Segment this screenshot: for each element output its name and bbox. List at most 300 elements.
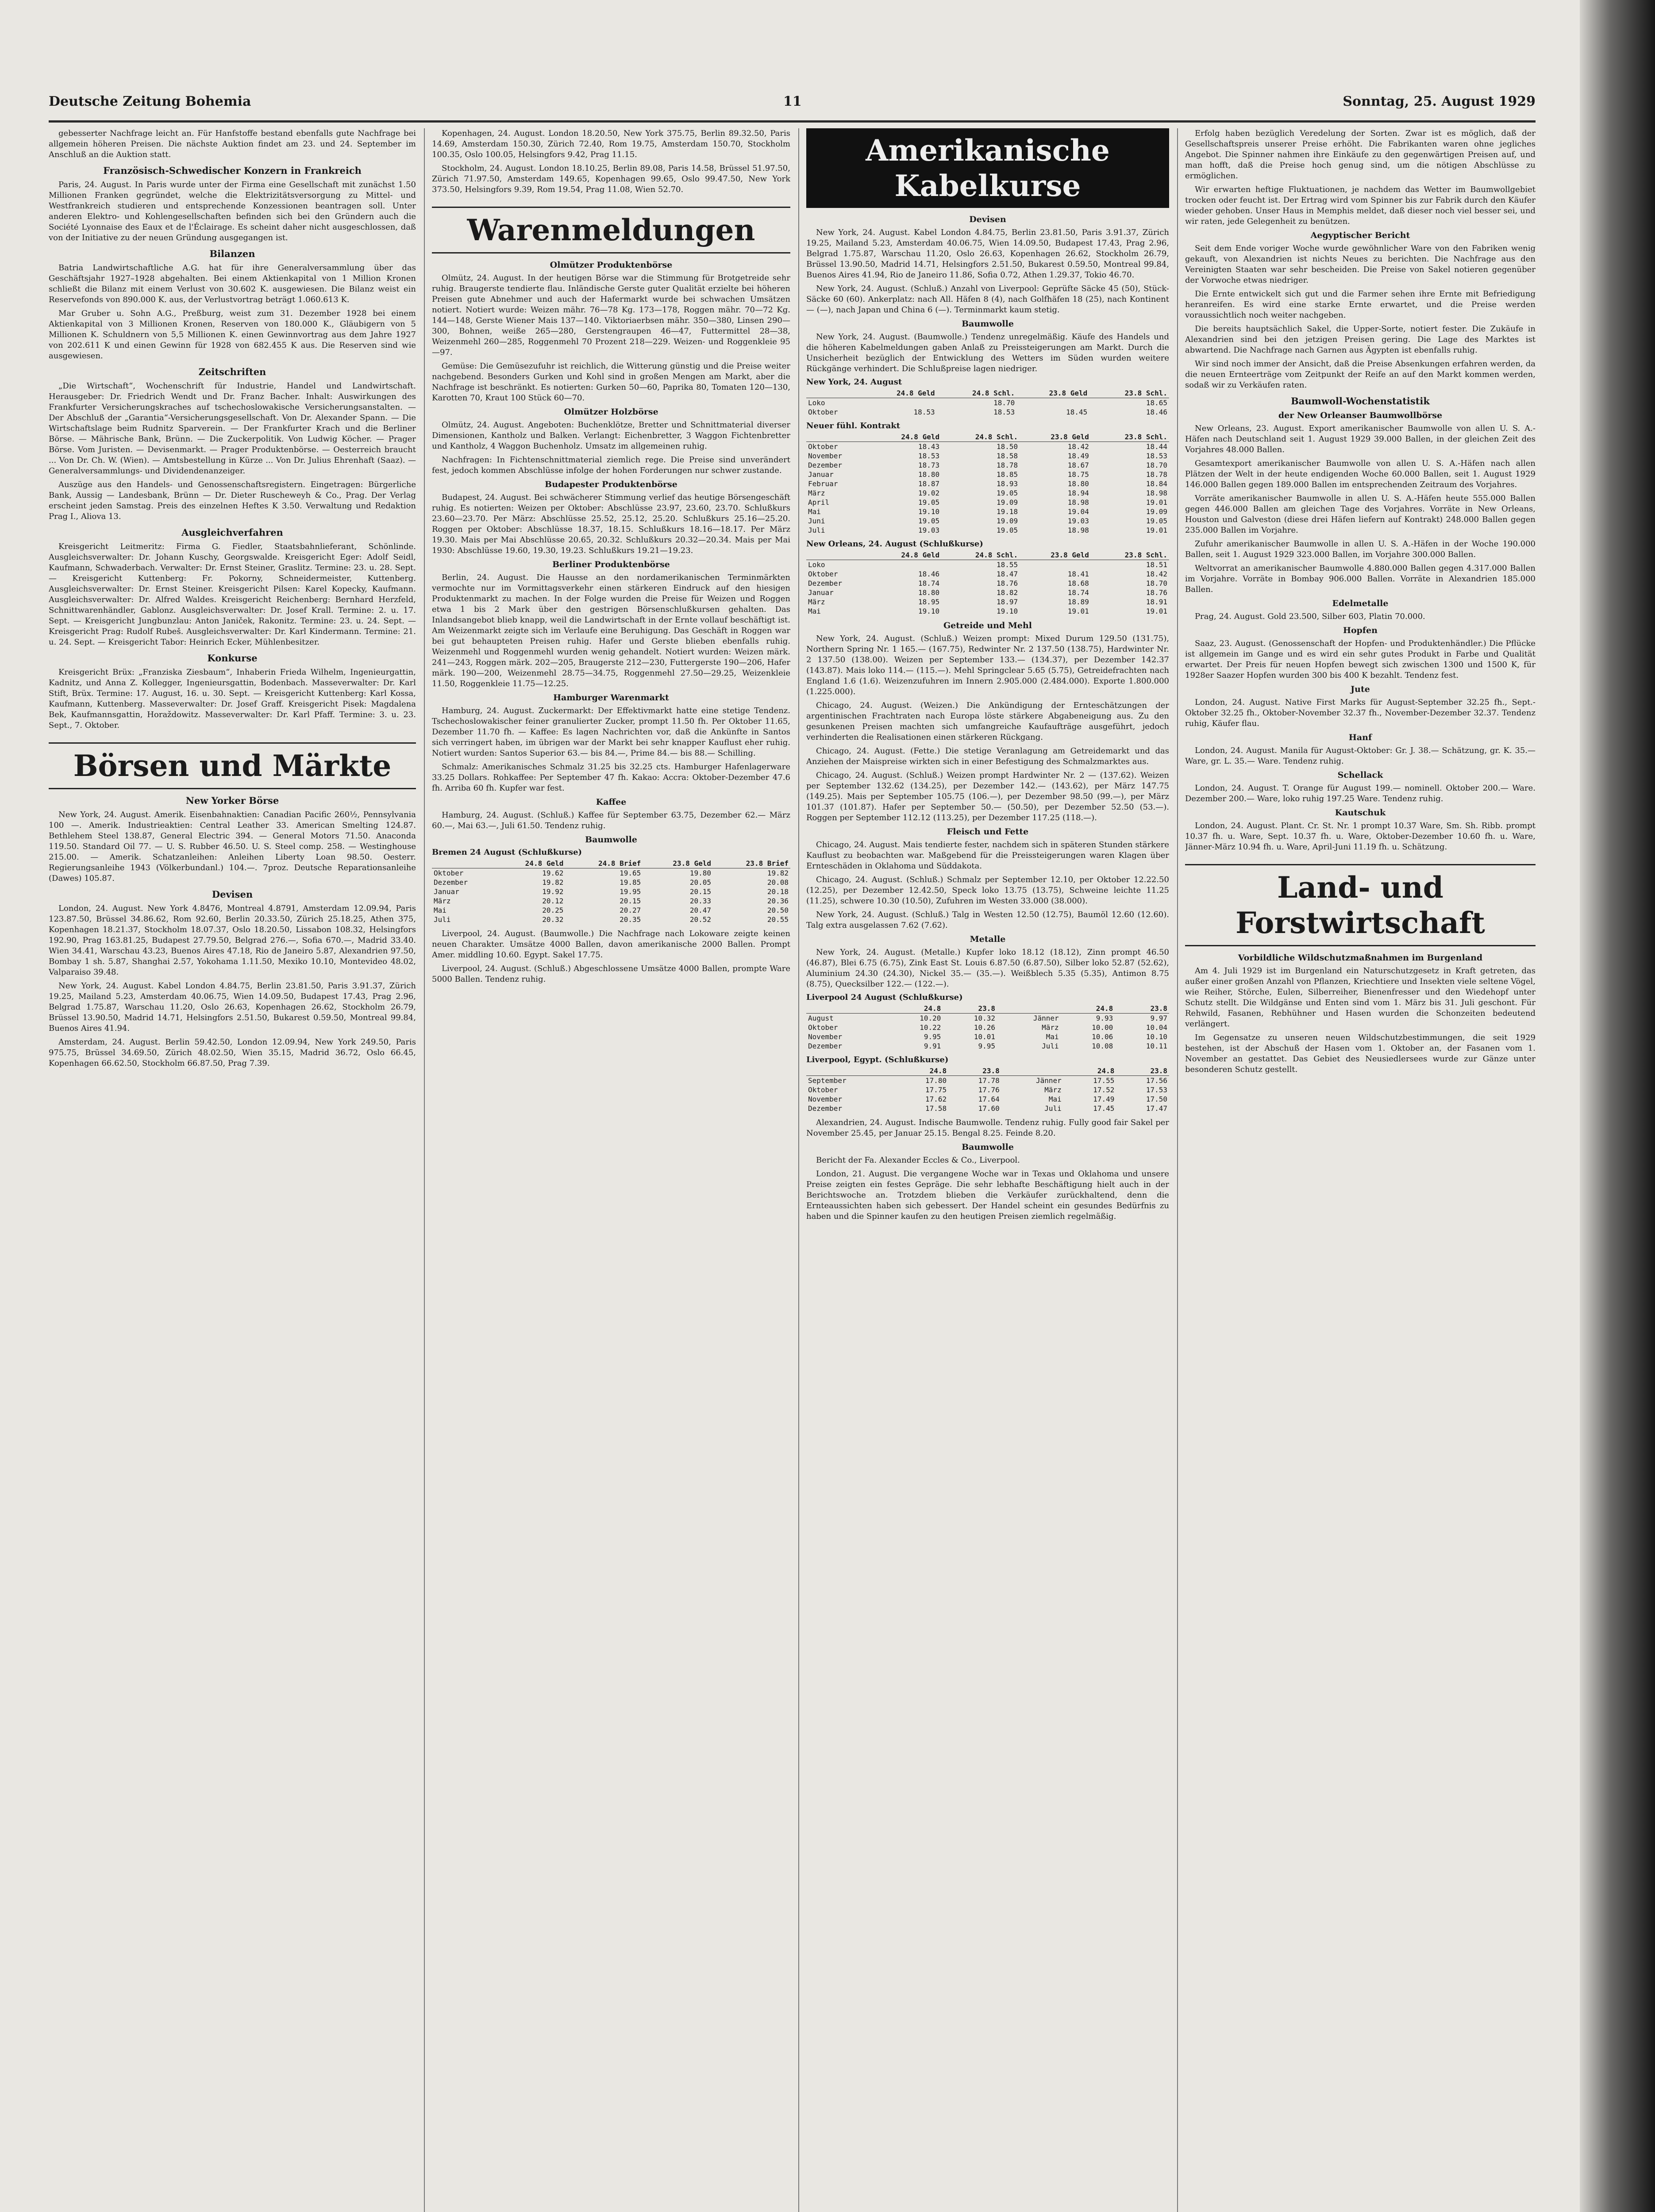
table-cell: 18.80 xyxy=(918,588,940,597)
table-cell: 19.95 xyxy=(620,887,641,896)
table-cell: 17.80 xyxy=(925,1076,947,1085)
table-caption: New York, 24. August xyxy=(806,377,902,387)
section-heading: Ausgleichverfahren xyxy=(181,527,283,538)
section-heading: Vorbildliche Wildschutzmaßnahmen im Burgenland xyxy=(1238,953,1483,963)
table-cell: 18.80 xyxy=(1067,480,1089,488)
table-cell: 18.78 xyxy=(997,461,1018,469)
table-cell: 20.35 xyxy=(620,915,641,924)
table-cell: 18.47 xyxy=(997,570,1018,578)
section-heading: Budapester Produktenbörse xyxy=(545,480,677,489)
table-header-cell: 24.8 Brief xyxy=(565,859,643,868)
article-paragraph: Nachfragen: In Fichtenschnittmaterial ziemlich rege. Die Preise sind unverändert fest, jedoch kommen Abschlüsse infolge der hohen Forderungen nur schwer zustande. xyxy=(432,455,790,475)
table-row xyxy=(806,597,1169,607)
article-paragraph: Mar Gruber u. Sohn A.G., Preßburg, weist zum 31. Dezember 1928 bei einem Aktienkapital von 3 Millionen Kronen, Reserven von 180.000 K., Gläubigern von 5 Millionen K. Schuldnern von 5,5 Millionen K. einen Gewinnvortrag aus dem Jahre 1927 von 202.611 K und einen Gewinn für 1928 von 682.455 K aus. Die Reserven sind wie ausgewiesen. xyxy=(49,309,416,361)
table-cell: 18.53 xyxy=(993,408,1015,416)
table-cell: 18.84 xyxy=(1146,480,1167,488)
section-heading: Hamburger Warenmarkt xyxy=(553,693,669,703)
table-cell: 19.01 xyxy=(1146,498,1167,507)
table-row xyxy=(806,507,1169,516)
article-paragraph: London, 24. August. Manila für August-Oktober: Gr. J. 38.— Schätzung, gr. K. 35.— Ware, gr. L. 35.— Ware. Tendenz ruhig. xyxy=(1185,746,1536,766)
column-divider xyxy=(798,128,799,2212)
article-paragraph: Liverpool, 24. August. (Schluß.) Abgeschlossene Umsätze 4000 Ballen, prompte Ware 5000 Ballen. Tendenz ruhig. xyxy=(432,964,790,984)
article-paragraph: Seit dem Ende voriger Woche wurde gewöhnlicher Ware von den Fabriken wenig gekauft, von Alexandrien ist nichts Neues zu berichten. Die Nachfrage aus den Vereinigten Staaten war sehr bescheiden. Die Preise von Sakel notieren gegenüber der Vorwoche etwas niedriger. xyxy=(1185,244,1536,285)
header-rule xyxy=(49,120,1536,123)
table-cell: 18.70 xyxy=(1146,579,1167,588)
table-cell: Oktober xyxy=(808,1086,838,1094)
section-heading: Fleisch und Fette xyxy=(947,827,1029,837)
table-cell: 19.05 xyxy=(997,526,1018,534)
article-paragraph: New York, 24. August. (Metalle.) Kupfer loko 18.12 (18.12), Zinn prompt 46.50 (46.87), Blei 6.75 (6.75), Zink East St. Louis 6.87.50 (6.87.50), Silber loko 52.87 (52.62), Aluminium 24.30 (24.30), Nickel 35.— (35.—). Weißblech 5.35 (5.35), Antimon 8.75 (8.75), Quecksilber 122.— (122.—). xyxy=(806,948,1169,989)
table-header-cell: 24.8 xyxy=(889,1004,943,1014)
section-heading: Edelmetalle xyxy=(1332,599,1389,608)
page-number: 11 xyxy=(783,94,802,109)
table-cell: 10.01 xyxy=(974,1033,995,1041)
table-cell: 17.76 xyxy=(978,1086,1000,1094)
article-paragraph: Paris, 24. August. In Paris wurde unter der Firma eine Gesellschaft mit zunächst 1.50 Millionen Franken gegründet, welche die Elektrizitätsversorgung zu Mittel- und Westfrankreich studieren und entsprechende Konzessionen beantragen soll. Unter anderen Elektro- und Kohlengesellschaften befinden sich bei den Gründern auch die Société Lyonnaise des Eaux et de l'Éclairage. Es scheint daher nicht ausgeschlossen, daß von der Initiative zu der neuen Gründung ausgegangen ist. xyxy=(49,180,416,242)
section-heading: Berliner Produktenbörse xyxy=(552,560,670,569)
section-heading: Aegyptischer Bericht xyxy=(1310,230,1410,240)
kabelkurse-heading: Amerikanische Kabelkurse xyxy=(806,128,1169,208)
table-cell: 10.08 xyxy=(1092,1042,1113,1050)
table-cell: 17.55 xyxy=(1093,1076,1115,1085)
table-cell: Oktober xyxy=(808,408,838,416)
table-cell: 17.56 xyxy=(1146,1076,1167,1085)
table-cell: 18.55 xyxy=(997,561,1018,569)
table-cell: 19.09 xyxy=(997,498,1018,507)
table-cell: 17.52 xyxy=(1093,1086,1115,1094)
table-row xyxy=(806,498,1169,507)
table-header-row xyxy=(806,1004,1169,1014)
table-cell: Januar xyxy=(808,588,834,597)
table-row xyxy=(806,1014,1169,1023)
article-paragraph: Schmalz: Amerikanisches Schmalz 31.25 bis 32.25 cts. Hamburger Hafenlagerware 33.25 Dollars. Rohkaffee: Per September 47 fh. Kakao: Accra: Oktober-Dezember 47.6 fh. Arriba 60 fh. Kupfer war fest. xyxy=(432,762,790,793)
table-cell: 17.64 xyxy=(978,1095,1000,1103)
article-paragraph: Stockholm, 24. August. London 18.10.25, Berlin 89.08, Paris 14.58, Brüssel 51.97.50, Zürich 71.97.50, Amsterdam 149.65, Kopenhagen 99.65, Oslo 99.47.50, New York 373.50, Helsingfors 9.39, Rom 19.54, Prag 11.08, Wien 52.70. xyxy=(432,164,790,194)
table-cell: 20.15 xyxy=(689,887,712,896)
table-cell: 18.73 xyxy=(918,461,940,469)
article-paragraph: gebesserter Nachfrage leicht an. Für Hanfstoffe bestand ebenfalls gute Nachfrage bei allgemein höheren Preisen. Die nächste Auktion findet am 23. und 24. September im Anschluß an die Auktion statt. xyxy=(49,129,416,159)
table-cell: März xyxy=(808,598,825,606)
table-cell: 18.74 xyxy=(1067,588,1089,597)
table-cell: 17.78 xyxy=(978,1076,1000,1085)
table-cell: 20.08 xyxy=(767,878,789,887)
table-cell: 19.92 xyxy=(542,887,564,896)
table-cell: 18.65 xyxy=(1146,399,1167,407)
table-cell xyxy=(864,398,937,408)
table-cell: 19.09 xyxy=(997,517,1018,525)
article-paragraph: London, 21. August. Die vergangene Woche war in Texas und Oklahoma und unsere Preise zeigten ein festes Gepräge. Die sehr lebhafte Beschäftigung hielt auch in der Berichtswoche an. Trotzdem blieben die Verkäufer zurückhaltend, denn die Ernteaussichten haben sich gebessert. Der Handel scheint ein gesundes Bedürfnis zu haben und die Spinner kaufen zu den heutigen Preisen ziemlich regelmäßig. xyxy=(806,1169,1169,1221)
table-header-cell: 24.8 Geld xyxy=(864,388,937,398)
table-cell: 10.11 xyxy=(1146,1042,1167,1050)
table-header-row xyxy=(806,1066,1169,1076)
table-row xyxy=(806,1032,1169,1041)
table-cell: 18.50 xyxy=(997,442,1018,451)
table-cell: 20.12 xyxy=(542,897,564,905)
table-header-cell: 24.8 Schl. xyxy=(941,550,1020,560)
table-cell: 19.05 xyxy=(918,517,940,525)
table-cell: 18.70 xyxy=(993,399,1015,407)
table-header-cell: 23.8 xyxy=(1115,1004,1169,1014)
table-cell: September xyxy=(808,1076,847,1085)
article-paragraph: Weltvorrat an amerikanischer Baumwolle 4.880.000 Ballen gegen 4.317.000 Ballen im Vorjahre. Vorräte in Bombay 906.000 Ballen. Vorräte in Alexandrien 185.000 Ballen. xyxy=(1185,564,1536,594)
table-cell: 17.45 xyxy=(1093,1104,1115,1113)
table-header-cell: 24.8 Schl. xyxy=(941,432,1020,442)
section-heading: Hopfen xyxy=(1343,626,1378,635)
table-header-cell xyxy=(806,1004,889,1014)
table-cell: 9.91 xyxy=(924,1042,941,1050)
table-header-cell xyxy=(806,1066,896,1076)
table-cell: 18.97 xyxy=(997,598,1018,606)
table-cell: 19.03 xyxy=(918,526,940,534)
table-row xyxy=(806,560,1169,570)
table-cell: 20.32 xyxy=(542,915,564,924)
table-cell: 19.04 xyxy=(1067,507,1089,516)
section-heading: Französisch-Schwedischer Konzern in Frankreich xyxy=(103,165,362,176)
article-paragraph: Liverpool, 24. August. (Baumwolle.) Die Nachfrage nach Lokoware zeigte keinen neuen Charakter. Umsätze 4000 Ballen, davon amerikanische 2000 Ballen. Prompt Amer. middling 10.60. Egypt. Sakel 17.75. xyxy=(432,929,790,960)
article-paragraph: Wir sind noch immer der Ansicht, daß die Preise Absenkungen erfahren werden, da die neuen Ernteerträge vom Zeitpunkt der Reife an auf den Markt kommen werden, sodaß wir zu Verkäufen raten. xyxy=(1185,359,1536,390)
table-cell: 9.95 xyxy=(924,1033,941,1041)
article-paragraph: Hamburg, 24. August. (Schluß.) Kaffee für September 63.75, Dezember 62.— März 60.—, Mai 63.—, Juli 61.50. Tendenz ruhig. xyxy=(432,810,790,830)
article-paragraph: Kopenhagen, 24. August. London 18.20.50, New York 375.75, Berlin 89.32.50, Paris 14.69, Amsterdam 150.30, Zürich 72.40, Rom 19.75, Amsterdam 150.70, Stockholm 100.35, Oslo 100.05, Helsingfors 9.42, Prag 11.15. xyxy=(432,129,790,159)
table-cell: 10.10 xyxy=(1146,1033,1167,1041)
table-cell: 18.98 xyxy=(1067,498,1089,507)
table-cell: 18.45 xyxy=(1066,408,1088,416)
table-cell: 20.27 xyxy=(620,906,641,914)
table-cell xyxy=(870,560,941,570)
table-cell: 19.09 xyxy=(1146,507,1167,516)
table-header-cell: 23.8 Geld xyxy=(1020,550,1091,560)
table-cell: 18.91 xyxy=(1146,598,1167,606)
section-heading: New Yorker Börse xyxy=(185,795,279,806)
article-paragraph: Vorräte amerikanischer Baumwolle in allen U. S. A.-Häfen heute 555.000 Ballen gegen 446.000 Ballen am gleichen Tage des Vorjahres. Vorräte in New Orleans, Houston und Galveston (diese drei Häfen liefern auf Kontrakt) 248.000 Ballen gegen 235.000 Ballen im Vorjahre. xyxy=(1185,494,1536,535)
table-cell: Dezember xyxy=(434,878,468,887)
article-paragraph: Wir erwarten heftige Fluktuationen, je nachdem das Wetter im Baumwollgebiet trocken oder feucht ist. Der Ertrag wird vom Spinner bis zur Fabrik durch den Käufer wieder gehoben. Unser Haus in Memphis meldet, daß dieser noch viel besser sei, und wir raten, jede Gelegenheit zu benützen. xyxy=(1185,185,1536,226)
paper-name: Deutsche Zeitung Bohemia xyxy=(49,94,251,109)
table-header-cell: 23.8 Schl. xyxy=(1089,388,1169,398)
table-header-cell xyxy=(806,550,870,560)
article-paragraph: New York, 24. August. (Schluß.) Talg in Westen 12.50 (12.75), Baumöl 12.60 (12.60). Talg extra ausgelassen 7.62 (7.62). xyxy=(806,910,1169,930)
section-heading: Baumwolle xyxy=(585,835,637,845)
table-cell: 18.95 xyxy=(918,598,940,606)
table-row xyxy=(806,461,1169,470)
table-header-cell: 23.8 Schl. xyxy=(1091,432,1169,442)
section-heading: Olmützer Produktenbörse xyxy=(550,260,673,270)
table-cell: 17.47 xyxy=(1146,1104,1167,1113)
table-cell: 18.67 xyxy=(1067,461,1089,469)
table-cell: 20.18 xyxy=(767,887,789,896)
table-cell: 19.65 xyxy=(620,869,641,877)
table-cell: 19.82 xyxy=(767,869,789,877)
section-heading: Bilanzen xyxy=(209,248,255,259)
table-cell: 20.55 xyxy=(767,915,789,924)
table-header-row xyxy=(806,432,1169,442)
article-paragraph: London, 24. August. Native First Marks für August-September 32.25 fh., Sept.-Oktober 32.25 fh., Oktober-November 32.37 fh., November-Dezember 32.37. Tendenz ruhig, Käufer flau. xyxy=(1185,698,1536,728)
liverpool-egypt-quote-table xyxy=(806,1055,1169,1113)
table-cell: Dezember xyxy=(808,461,843,469)
table-cell: 18.68 xyxy=(1067,579,1089,588)
table-row xyxy=(432,896,790,906)
page-header xyxy=(49,94,1536,119)
section-heading: Getreide und Mehl xyxy=(943,621,1032,630)
table-cell: 17.58 xyxy=(925,1104,947,1113)
table-row xyxy=(806,526,1169,535)
table-row xyxy=(806,1085,1169,1094)
article-paragraph: New York, 24. August. (Schluß.) Anzahl von Liverpool: Geprüfte Säcke 45 (50), Stück-Säcke 60 (60). Ankerplatz: nach All. Häfen 8 (4), nach Golfhäfen 18 (25), nach Kontinent — (—), nach Japan und China 6 (—). Terminmarkt kaum stetig. xyxy=(806,284,1169,315)
table-cell: 18.85 xyxy=(997,470,1018,479)
section-heading: Olmützer Holzbörse xyxy=(564,407,658,417)
table-row xyxy=(806,569,1169,579)
table-cell: 18.76 xyxy=(997,579,1018,588)
table-header-cell: 23.8 Geld xyxy=(1016,388,1089,398)
table-row xyxy=(806,516,1169,526)
table-cell: November xyxy=(808,1033,843,1041)
table-caption: New Orleans, 24. August (Schlußkurse) xyxy=(806,539,983,549)
table-cell: Dezember xyxy=(808,1104,843,1113)
table-header-cell: 23.8 Brief xyxy=(713,859,790,868)
table-cell: 10.26 xyxy=(974,1023,995,1032)
table-cell xyxy=(1016,398,1089,408)
article-paragraph: London, 24. August. New York 4.8476, Montreal 4.8791, Amsterdam 12.09.94, Paris 123.87.50, Brüssel 34.86.62, Rom 92.60, Berlin 20.33.50, Zürich 25.18.25, Athen 375, Kopenhagen 18.21.37, Stockholm 18.07.37, Oslo 18.20.50, Lissabon 108.32, Helsingfors 192.90, Prag 163.81.25, Budapest 27.79.50, Belgrad 276.—, Sofia 670.—, Madrid 33.40. Wien 34.41, Warschau 43.23, Buenos Aires 47.18, Rio de Janeiro 5.87, Alexandrien 97.50, Bombay 1 sh. 5.87, Shanghai 2.57, Yokohama 1.11.50, Mexiko 10.10, Montevideo 48.02, Valparaiso 39.48. xyxy=(49,904,416,977)
table-cell: 18.44 xyxy=(1146,442,1167,451)
table-cell: Jänner xyxy=(1036,1076,1062,1085)
table-cell: 20.05 xyxy=(689,878,712,887)
table-cell: 20.15 xyxy=(620,897,641,905)
table-cell: Januar xyxy=(434,887,459,896)
table-header-cell: 24.8 xyxy=(1063,1066,1116,1076)
table-caption: Liverpool, Egypt. (Schlußkurse) xyxy=(806,1055,949,1064)
section-heading: Metalle xyxy=(970,934,1006,944)
table-cell: 20.33 xyxy=(689,897,712,905)
table-cell: 18.43 xyxy=(918,442,940,451)
table-cell: 19.05 xyxy=(918,498,940,507)
table-cell: 18.53 xyxy=(913,408,935,416)
article-paragraph: Chicago, 24. August. (Weizen.) Die Ankündigung der Ernteschätzungen der argentinischen Frachtraten nach Europa löste stärkere Abgabeneigung aus. Zu den gesunkenen Preisen machten sich umfangreiche Kaufaufträge ausgeführt, jedoch verhinderten die Realisationen einen stärkeren Rückgang. xyxy=(806,701,1169,742)
table-cell: Oktober xyxy=(808,1023,838,1032)
column-divider xyxy=(424,128,425,2212)
section-heading: Baumwolle xyxy=(962,1142,1014,1152)
new-contract-quote-table xyxy=(806,421,1169,535)
table-row xyxy=(806,1076,1169,1086)
table-cell: 18.42 xyxy=(1067,442,1089,451)
table-cell: Mai xyxy=(808,507,821,516)
table-cell: 17.62 xyxy=(925,1095,947,1103)
table-row xyxy=(806,451,1169,461)
column-1 xyxy=(49,128,416,2212)
table-row xyxy=(806,488,1169,498)
article-paragraph: Gemüse: Die Gemüsezufuhr ist reichlich, die Witterung günstig und die Preise weiter nachgebend. Besonders Gurken und Kohl sind in großen Mengen am Markt, aber die Nachfrage ist beschränkt. Es notierten: Gurken 50—60, Paprika 80, Tomaten 120—130, Karotten 70, Kraut 100 Stück 60—70. xyxy=(432,361,790,403)
table-cell: Dezember xyxy=(808,579,843,588)
table-cell: 18.98 xyxy=(1067,526,1089,534)
table-header-cell: 23.8 xyxy=(948,1066,1001,1076)
article-paragraph: New Orleans, 23. August. Export amerikanischer Baumwolle von allen U. S. A.-Häfen nach Deutschland seit 1. August 1929 39.000 Ballen, in der gleichen Zeit des Vorjahres 48.000 Ballen. xyxy=(1185,424,1536,454)
table-row xyxy=(806,442,1169,452)
section-heading: Baumwoll-Wochenstatistik xyxy=(1291,396,1430,407)
table-cell: 19.80 xyxy=(689,869,712,877)
table-cell: Juli xyxy=(1042,1042,1059,1050)
article-paragraph: London, 24. August. T. Orange für August 199.— nominell. Oktober 200.— Ware. Dezember 200.— Ware, loko ruhig 197.25 Ware. Tendenz ruhig. xyxy=(1185,783,1536,803)
table-cell: 19.03 xyxy=(1067,517,1089,525)
table-header-cell: 24.8 Geld xyxy=(870,550,941,560)
table-cell: November xyxy=(808,452,843,460)
boersen-heading: Börsen und Märkte xyxy=(49,742,416,789)
article-paragraph: Saaz, 23. August. (Genossenschaft der Hopfen- und Produktenhändler.) Die Pflücke ist allgemein im Gange und es wird ein sehr gutes Produkt in Farbe und Qualität erwartet. Der Preis für neuen Hopfen bewegt sich zwischen 1300 und 1500 K, für 1928er Saazer Hopfen wurden 300 bis 400 K bezahlt. Tendenz fest. xyxy=(1185,639,1536,680)
table-caption: Liverpool 24 August (Schlußkurse) xyxy=(806,993,963,1002)
section-heading: der New Orleanser Baumwollbörse xyxy=(1278,411,1443,420)
table-cell: November xyxy=(808,1095,843,1103)
table-cell: 18.51 xyxy=(1146,561,1167,569)
table-cell: 18.53 xyxy=(918,452,940,460)
table-header-cell: 23.8 Schl. xyxy=(1091,550,1169,560)
article-paragraph: Kreisgericht Leitmeritz: Firma G. Fiedler, Staatsbahnlieferant, Schönlinde. Ausgleichsverwalter: Dr. Johann Kuschy, Georgswalde. Kreisgericht Eger: Adolf Seidl, Kaufmann, Schwaderbach. Verwalter: Dr. Ernst Steiner, Graslitz. Termine: 23. u. 28. Sept. — Kreisgericht Kuttenberg: Fr. Pokorny, Schneidermeister, Kuttenberg. Ausgleichsverwalter: Dr. Ernst Steiner. Kreisgericht Pilsen: Karel Kopecky, Kaufmann. Ausgleichsverwalter: Dr. Alfred Waldes. Kreisgericht Reichenberg: Bernhard Herzfeld, Schnittwarenhändler, Gablonz. Ausgleichsverwalter: Dr. Josef Krall. Termine: 2. u. 17. Sept. — Kreisgericht Jungbunzlau: Anton Janiček, Rakonitz. Termine: 23. u. 24. Sept. — Kreisgericht Prag: Rudolf Rubeš. Ausgleichsverwalter: Dr. Karl Kindermann. Termine: 21. u. 24. Sept. — Kreisgericht Tabor: Heinrich Ecker, Mühlenbesitzer. xyxy=(49,542,416,647)
table-row xyxy=(806,470,1169,479)
table-header-cell xyxy=(806,388,864,398)
table-cell: 19.18 xyxy=(997,507,1018,516)
table-cell: März xyxy=(808,489,825,497)
table-header-row xyxy=(806,388,1169,398)
section-heading: Kaffee xyxy=(596,797,627,807)
section-heading: Baumwolle xyxy=(962,319,1014,329)
table-cell: Oktober xyxy=(434,869,464,877)
table-cell: 19.10 xyxy=(918,607,940,615)
table-cell: Loko xyxy=(808,399,825,407)
table-cell: 10.00 xyxy=(1092,1023,1113,1032)
table-row xyxy=(806,579,1169,588)
section-heading: Jute xyxy=(1351,684,1370,694)
table-cell: 17.49 xyxy=(1093,1095,1115,1103)
table-row xyxy=(432,887,790,896)
article-paragraph: Amsterdam, 24. August. Berlin 59.42.50, London 12.09.94, New York 249.50, Paris 975.75, Brüssel 34.69.50, Zürich 48.02.50, Wien 35.15, Madrid 36.72, Oslo 66.45, Kopenhagen 66.62.50, Stockholm 66.87.50, Prag 7.39. xyxy=(49,1037,416,1068)
table-header-cell: 23.8 xyxy=(943,1004,997,1014)
warenmeldungen-heading: Warenmeldungen xyxy=(432,207,790,253)
table-cell: 18.76 xyxy=(1146,588,1167,597)
table-row xyxy=(806,407,1169,417)
date-line: Sonntag, 25. August 1929 xyxy=(1343,94,1536,109)
table-cell: 10.20 xyxy=(920,1014,941,1022)
table-cell: 9.97 xyxy=(1150,1014,1167,1022)
table-cell: 18.80 xyxy=(918,470,940,479)
article-paragraph: Zufuhr amerikanischer Baumwolle in allen U. S. A.-Häfen in der Woche 190.000 Ballen, seit 1. August 1929 323.000 Ballen, im Vorjahre 300.000 Ballen. xyxy=(1185,539,1536,559)
table-row xyxy=(806,1041,1169,1051)
table-cell: 18.41 xyxy=(1067,570,1089,578)
table-cell: 18.49 xyxy=(1067,452,1089,460)
table-cell: Juli xyxy=(1044,1104,1062,1113)
article-paragraph: Kreisgericht Brüx: „Franziska Ziesbaum“, Inhaberin Frieda Wilhelm, Ingenieurgattin, Kadnitz, und Anna Z. Kollegger, Ingenieursgattin, Bodenbach. Masseverwalter: Dr. Karl Stift, Brüx. Termine: 17. August, 16. u. 30. Sept. — Kreisgericht Kuttenberg: Karl Kossa, Kaufmann, Kuttenberg. Masseverwalter: Dr. Josef Graff. Kreisgericht Pisek: Magdalena Bek, Kaufmannsgattin, Horaždowitz. Masseverwalter: Dr. Karl Pfaff. Termine: 3. u. 23. Sept., 7. Oktober. xyxy=(49,668,416,730)
article-paragraph: Auszüge aus den Handels- und Genossenschaftsregistern. Eingetragen: Bürgerliche Bank, Aussig — Landesbank, Brünn — Dr. Dieter Ruscheweyh & Co., Prag. Der Verlag erscheint jeden Samstag. Preis des einzelnen Heftes K 3.50. Verwaltung und Redaktion Prag I., Aliova 13. xyxy=(49,480,416,521)
bremen-quote-table xyxy=(432,848,790,924)
section-heading: Kautschuk xyxy=(1335,808,1386,818)
table-cell: 18.58 xyxy=(997,452,1018,460)
table-header-row xyxy=(806,550,1169,560)
column-3 xyxy=(806,128,1169,2212)
table-header-cell: 24.8 Geld xyxy=(870,432,941,442)
table-cell: 19.82 xyxy=(542,878,564,887)
table-cell: 18.87 xyxy=(918,480,940,488)
table-header-cell: 24.8 xyxy=(896,1066,949,1076)
article-paragraph: Chicago, 24. August. (Schluß.) Schmalz per September 12.10, per Oktober 12.22.50 (12.25), per Dezember 12.42.50, Speck loko 13.75 (13.75), Schweine leichte 11.25 (11.25), schwere 10.30 (10.50), Zufuhren im Westen 33.000 (38.000). xyxy=(806,875,1169,906)
article-paragraph: Chicago, 24. August. Mais tendierte fester, nachdem sich in späteren Stunden stärkere Kauflust zu beobachten war. Maßgebend für die Preissteigerungen waren Klagen über Ernteschäden in Oklahoma und Süddakota. xyxy=(806,840,1169,871)
new-orleans-quote-table xyxy=(806,539,1169,616)
table-cell: Dezember xyxy=(808,1042,843,1050)
table-cell: Januar xyxy=(808,470,834,479)
new-york-quote-table xyxy=(806,377,1169,417)
article-paragraph: Alexandrien, 24. August. Indische Baumwolle. Tendenz ruhig. Fully good fair Sakel per November 25.45, per Januar 25.15. Bengal 8.25. Feinde 8.20. xyxy=(806,1118,1169,1138)
article-paragraph: Gesamtexport amerikanischer Baumwolle von allen U. S. A.-Häfen nach allen Plätzen der Welt in der heute endigenden Woche 60.000 Ballen, seit 1. August 1929 146.000 Ballen gegen 189.000 Ballen im entsprechenden Zeitraum des Vorjahres. xyxy=(1185,459,1536,489)
table-cell: Juli xyxy=(808,526,825,534)
table-row xyxy=(432,906,790,915)
table-cell: 10.06 xyxy=(1092,1033,1113,1041)
table-cell: Mai xyxy=(1048,1095,1062,1103)
table-cell: 9.95 xyxy=(978,1042,995,1050)
table-cell: 17.53 xyxy=(1146,1086,1167,1094)
section-heading: Zeitschriften xyxy=(198,366,266,377)
table-cell: Mai xyxy=(808,607,821,615)
section-heading: Devisen xyxy=(212,889,253,900)
article-paragraph: Berlin, 24. August. Die Hausse an den nordamerikanischen Terminmärkten vermochte nur im Vormittagsverkehr einen stärkeren Eindruck auf den hiesigen Produktenmarkt zu machen. In der Folge wurden die Preise für Weizen und Roggen etwa 1 bis 2 Mark über den gestrigen Börsenschlußkursen gehalten. Das Inlandsangebot blieb knapp, weil die Landwirtschaft in der Ernte vollauf beschäftigt ist. Am Weizenmarkt zeigte sich im Verlaufe eine Beruhigung. Das Geschäft in Roggen war bei gut behaupteten Preisen ruhig. Hafer und Gerste blieben ebenfalls ruhig. Weizenmehl und Roggenmehl wurden wenig gehandelt. Notiert wurden: Weizen märk. 241—243, Roggen märk. 202—205, Braugerste 212—230, Futtergerste 190—206, Hafer märk. 190—200, Weizenmehl 28.75—34.75, Roggenmehl 27.50—29.25, Weizenkleie 11.50, Roggenkleie 11.75—12.25. xyxy=(432,573,790,688)
table-header-cell: 23.8 Geld xyxy=(1020,432,1091,442)
section-heading: Hanf xyxy=(1348,733,1372,742)
article-paragraph: London, 24. August. Plant. Cr. St. Nr. 1 prompt 10.37 Ware, Sm. Sh. Ribb. prompt 10.37 fh. u. Ware, Sept. 10.37 fh. u. Ware, Oktober-Dezember 10.60 fh. u. Ware, Jänner-März 10.94 fh. u. Ware, April-Juni 11.19 fh. u. Schätzung. xyxy=(1185,821,1536,852)
section-heading: Schellack xyxy=(1337,770,1383,780)
table-cell: 10.04 xyxy=(1146,1023,1167,1032)
article-paragraph: Chicago, 24. August. (Schluß.) Weizen prompt Hardwinter Nr. 2 — (137.62). Weizen per September 132.62 (134.25), per Dezember 142.— (143.62), per März 147.75 (149.25). Mais per September 105.75 (106.—), per Dezember 98.50 (99.—), per März 101.37 (101.87). Hafer per September 50.— (50.50), per Dezember 52.50 (53.—). Roggen per September 112.12 (113.25), per Dezember 117.25 (118.—). xyxy=(806,771,1169,822)
table-row xyxy=(806,588,1169,597)
article-paragraph: Hamburg, 24. August. Zuckermarkt: Der Effektivmarkt hatte eine stetige Tendenz. Tschechoslowakischer feiner granulierter Zucker, prompt 11.50 fh. Per Oktober 11.65, Dezember 11.70 fh. — Kaffee: Es lagen Nachrichten vor, daß die Ankünfte in Santos sich verringert haben, im übrigen war der Markt bei sehr knapper Kauflust eher ruhig. Notiert wurden: Santos Superior 63.— bis 84.—, Prime 84.— bis 88.— Schilling. xyxy=(432,706,790,758)
table-cell: 17.75 xyxy=(925,1086,947,1094)
table-header-cell: 23.8 Geld xyxy=(643,859,713,868)
table-cell: April xyxy=(808,498,830,507)
table-cell: 19.01 xyxy=(1067,607,1089,615)
table-cell: Mai xyxy=(1046,1033,1059,1041)
table-cell: März xyxy=(434,897,451,905)
article-paragraph: Batria Landwirtschaftliche A.G. hat für ihre Generalversammlung über das Geschäftsjahr 1927–1928 abgehalten. Bei einem Aktienkapital von 1 Million Kronen schließt die Bilanz mit einem Verlust von 30.602 K. ausgewiesen. Die Bilanz weist ein Reservefonds von 890.000 K. aus, der Verlustvortrag beträgt 1.060.613 K. xyxy=(49,263,416,304)
article-paragraph: Prag, 24. August. Gold 23.500, Silber 603, Platin 70.000. xyxy=(1195,612,1425,621)
table-cell: 18.82 xyxy=(997,588,1018,597)
table-row xyxy=(806,479,1169,488)
article-paragraph: New York, 24. August. (Baumwolle.) Tendenz unregelmäßig. Käufe des Handels und die höheren Kabelmeldungen gaben Anlaß zu Preissteigerungen am Markt. Durch die Unsicherheit bezüglich der Entwicklung des Wetters im Süden wurden weitere Rückgänge verhindert. Die Schlußpreise lagen niedriger. xyxy=(806,332,1169,373)
table-cell: August xyxy=(808,1014,834,1022)
article-paragraph: Olmütz, 24. August. Angeboten: Buchenklötze, Bretter und Schnittmaterial diverser Dimensionen, Kantholz und Balken. Verlangt: Eichenbretter, 3 Waggon Fichtenbretter und Kantholz, 4 Waggon Buchenholz. Umsatz im allgemeinen ruhig. xyxy=(432,420,790,451)
table-row xyxy=(432,868,790,878)
table-cell: 19.85 xyxy=(620,878,641,887)
landwirtschaft-heading: Land- und Forstwirtschaft xyxy=(1185,864,1536,946)
article-paragraph: Bericht der Fa. Alexander Eccles & Co., Liverpool. xyxy=(816,1156,1020,1165)
article-paragraph: „Die Wirtschaft“, Wochenschrift für Industrie, Handel und Landwirtschaft. Herausgeber: Dr. Friedrich Wendt und Dr. Franz Bacher. Inhalt: Auswirkungen des Frankfurter Versicherungskraches auf tschechoslowakische Versicherungsanstalten. — Der Abschluß der „Garantia“-Versicherungsgesellschaft. Von Dr. Alexander Spann. — Die Wirtschaftslage beim Rudnitz Sparverein. — Der Frankfurter Krach und die Berliner Börse. — Mährische Bank, Brünn. — Die Zuckerpolitik. Von Ludwig Köcher. — Prager Börse. Vom Juristen. — Devisenmarkt. — Prager Produktenbörse. — Oesterreich braucht ... Von Dr. Ch. W. (Wien). — Amtsbestellung in Kürze ... Von Dr. Julius Ehrenhaft (Saaz). — Generalversammlungs- und Dividendenanzeiger. xyxy=(49,381,416,476)
table-row xyxy=(432,878,790,887)
article-paragraph: Olmütz, 24. August. In der heutigen Börse war die Stimmung für Brotgetreide sehr ruhig. Braugerste tendierte flau. Inländische Gerste guter Qualität erzielte bei höheren Preisen gute Abnehmer und auch der Hafermarkt wurde bei schwachen Umsätzen notiert. Notiert wurde: Weizen mähr. 76—78 Kg. 173—178, Roggen mähr. 70—72 Kg. 144—148, Gerste Wiener Mais 137—140. Viktoriaerbsen mähr. 350—380, Linsen 290—300, Bohnen, weiße 265—280, Gerstengraupen 46—47, Futtermittel 28—38, Weizenmehl 260—285, Roggenmehl 70 Prozent 218—229. Weizen- und Roggenkleie 95—97. xyxy=(432,273,790,357)
table-cell: 18.70 xyxy=(1146,461,1167,469)
article-paragraph: Erfolg haben bezüglich Veredelung der Sorten. Zwar ist es möglich, daß der Gesellschaftspreis unserer Preise erhöht. Die Fabrikanten waren ohne jegliches Angebot. Die Spinner nahmen ihre Einkäufe zu den gegenwärtigen Preisen auf, und man hofft, daß die Preise hoch genug sind, um die nötigen Abschlüsse zu ermöglichen. xyxy=(1185,129,1536,180)
table-cell: 20.36 xyxy=(767,897,789,905)
table-row xyxy=(806,607,1169,616)
table-cell: 19.05 xyxy=(1146,517,1167,525)
table-cell: 18.93 xyxy=(997,480,1018,488)
table-cell: 18.46 xyxy=(1146,408,1167,416)
table-cell: 18.75 xyxy=(1067,470,1089,479)
table-cell: 20.52 xyxy=(689,915,712,924)
table-cell: 19.01 xyxy=(1146,607,1167,615)
table-caption: Neuer fühl. Kontrakt xyxy=(806,421,901,430)
table-cell: 20.50 xyxy=(767,906,789,914)
table-header-cell xyxy=(432,859,495,868)
table-cell: 19.10 xyxy=(997,607,1018,615)
table-header-row xyxy=(432,859,790,868)
table-row xyxy=(806,1104,1169,1113)
table-header-cell xyxy=(806,432,870,442)
table-cell: 18.78 xyxy=(1146,470,1167,479)
column-2 xyxy=(432,128,790,2212)
table-cell: 20.25 xyxy=(542,906,564,914)
article-paragraph: Im Gegensatze zu unseren neuen Wildschutzbestimmungen, die seit 1929 bestehen, ist der Abschuß der Hasen vom 1. Oktober an, der Fasanen vom 1. November an gestattet. Das Gebiet des Neusiedlersees wurde zur Gänze unter besonderen Schutz gestellt. xyxy=(1185,1033,1536,1074)
